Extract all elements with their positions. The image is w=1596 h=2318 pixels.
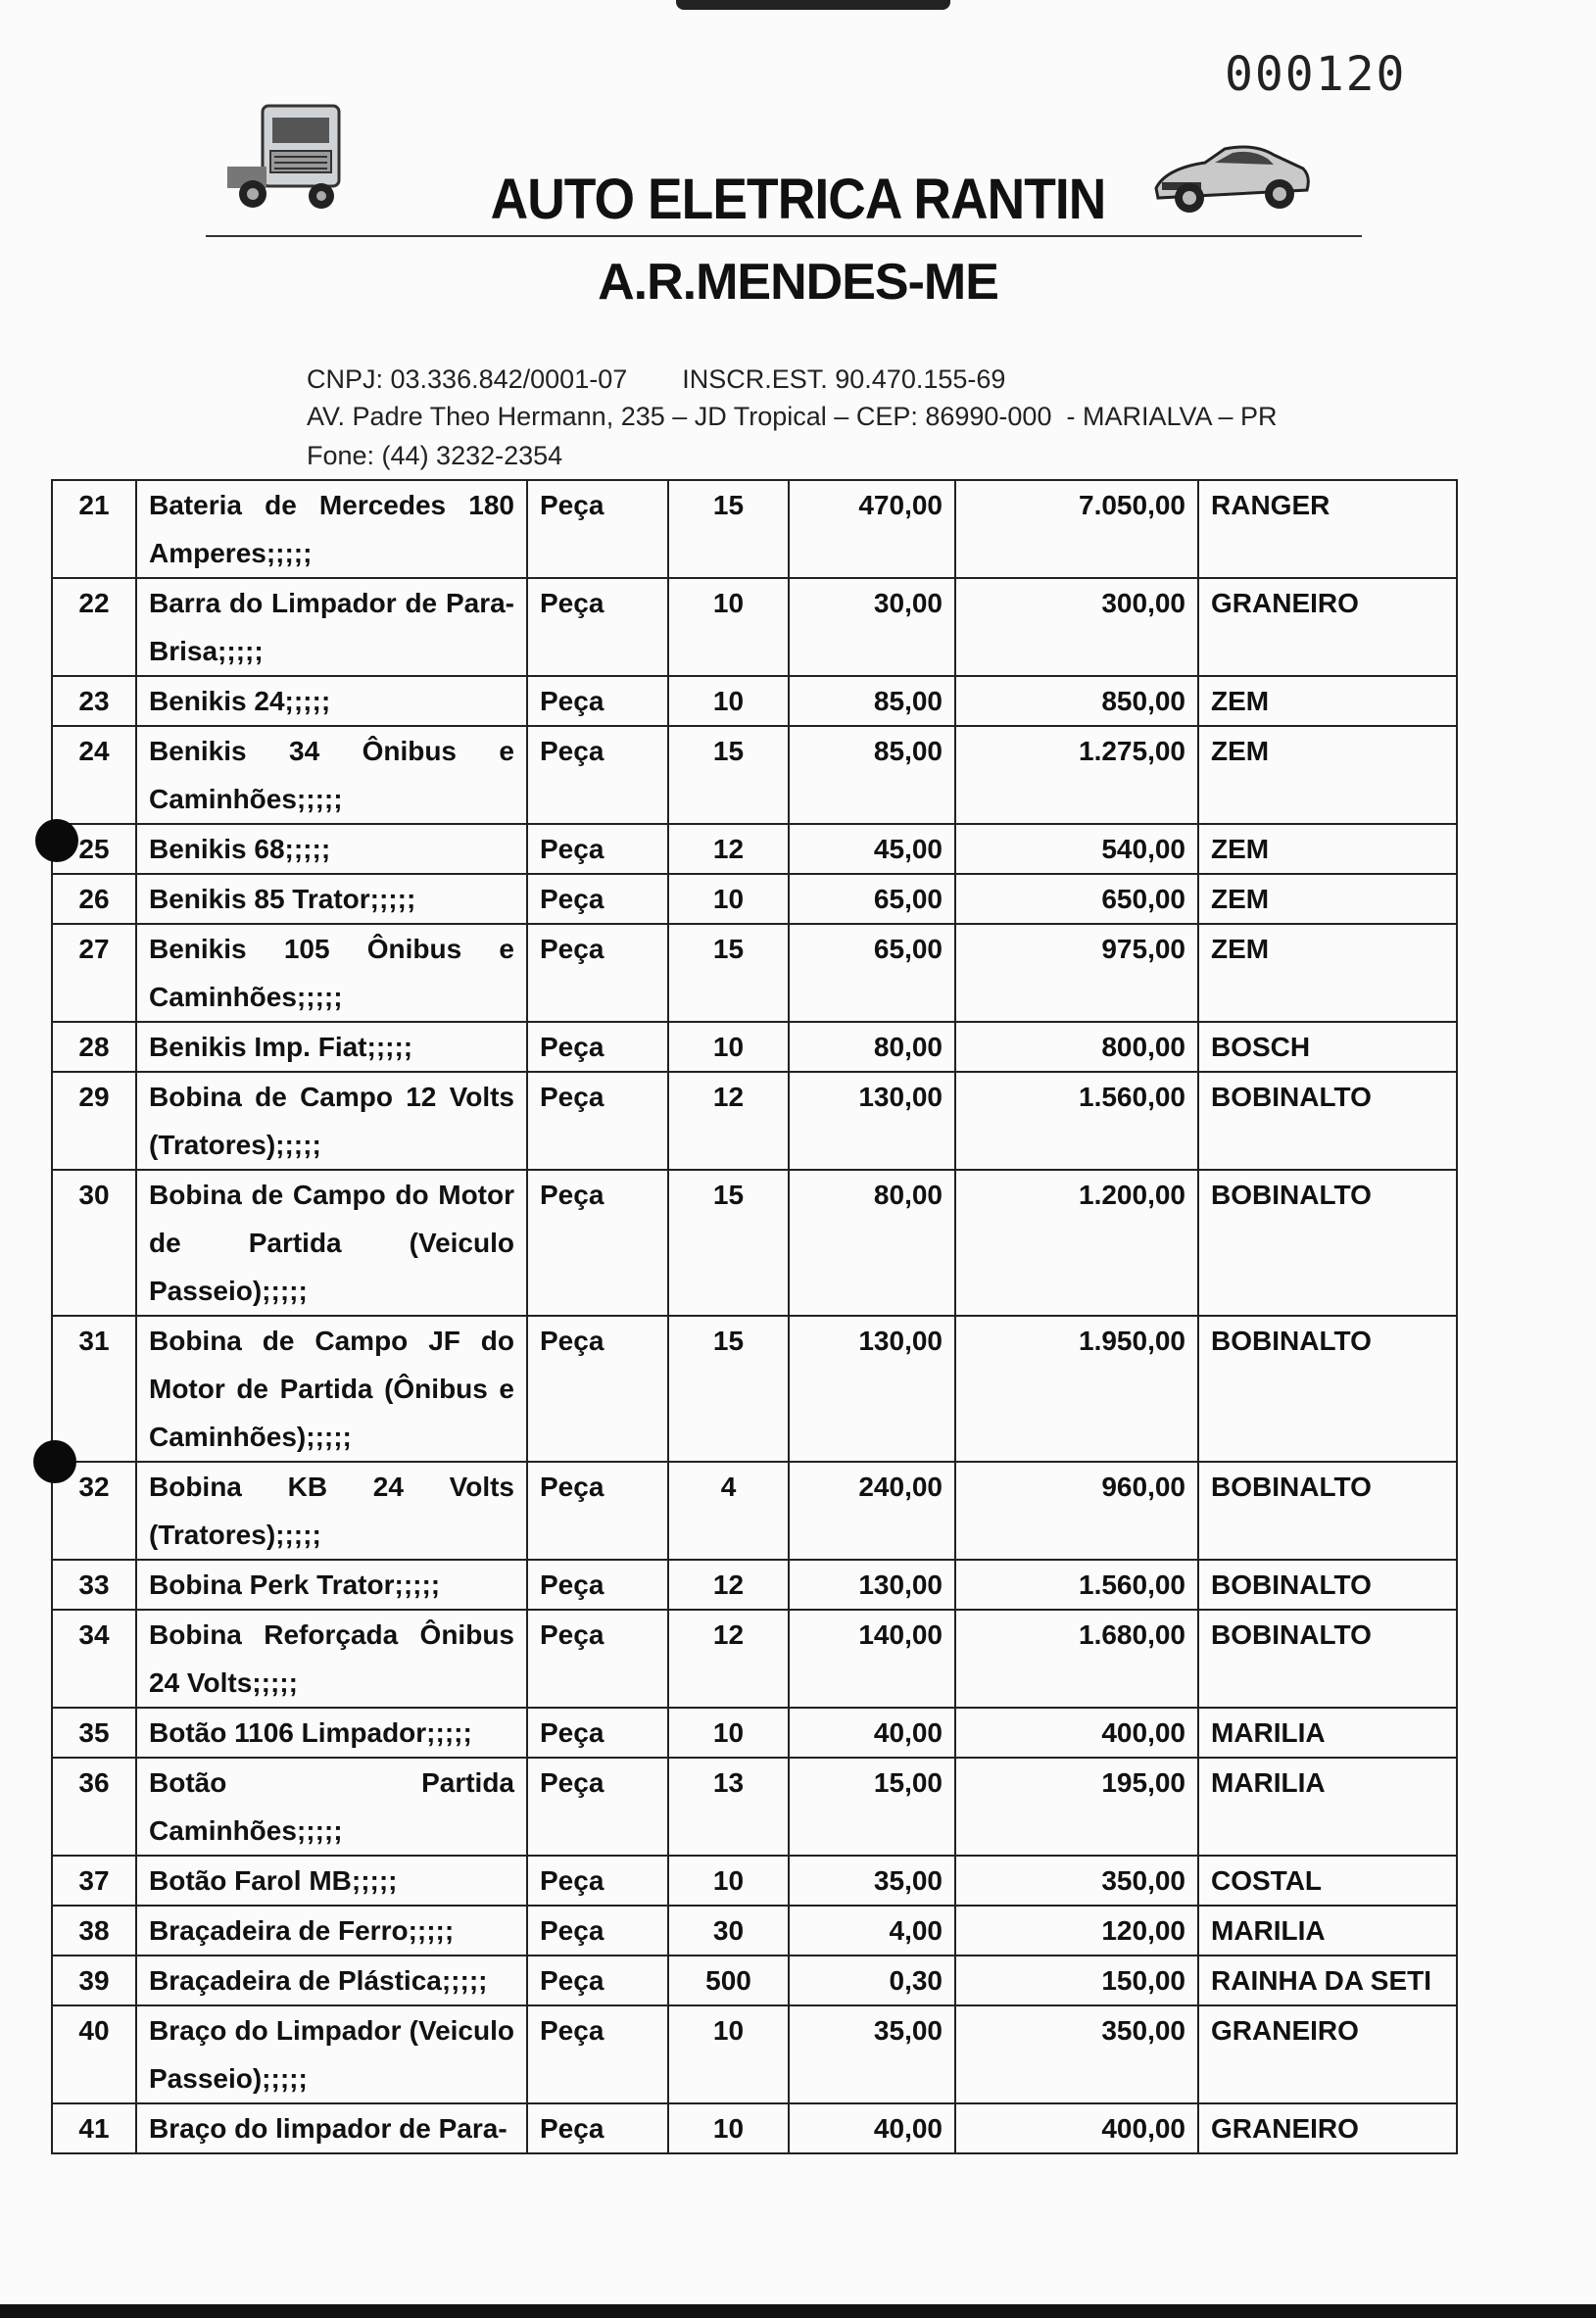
item-brand: BOBINALTO [1198,1316,1457,1462]
item-number: 32 [52,1462,136,1560]
item-unit: Peça [527,1708,668,1758]
item-description: Botão 1106 Limpador;;;;; [136,1708,527,1758]
table-row [52,874,1457,924]
item-quantity: 4 [668,1462,789,1560]
item-quantity: 10 [668,2103,789,2153]
item-unit: Peça [527,824,668,874]
item-brand: MARILIA [1198,1708,1457,1758]
punch-hole [33,1440,76,1483]
item-unit-price: 85,00 [789,726,955,824]
item-quantity: 10 [668,578,789,676]
item-total: 150,00 [955,1956,1198,2005]
item-brand: ZEM [1198,726,1457,824]
item-quantity: 15 [668,480,789,578]
item-description: Bobina de Campo 12 Volts (Tratores);;;;; [136,1072,527,1170]
table-row [52,1956,1457,2005]
item-brand: GRANEIRO [1198,2103,1457,2153]
item-unit-price: 130,00 [789,1560,955,1610]
item-brand: GRANEIRO [1198,578,1457,676]
item-brand: BOBINALTO [1198,1170,1457,1316]
table-row [52,726,1457,824]
item-unit: Peça [527,1856,668,1906]
item-quantity: 10 [668,1856,789,1906]
item-number: 30 [52,1170,136,1316]
item-total: 650,00 [955,874,1198,924]
item-total: 350,00 [955,2005,1198,2103]
table-row [52,1906,1457,1956]
table-row [52,1462,1457,1560]
table-row [52,1072,1457,1170]
table-row [52,824,1457,874]
item-quantity: 12 [668,1610,789,1708]
table-row [52,480,1457,578]
item-total: 540,00 [955,824,1198,874]
item-number: 31 [52,1316,136,1462]
table-row [52,1708,1457,1758]
page-number-stamp: 000120 [1225,47,1407,102]
item-total: 1.560,00 [955,1560,1198,1610]
item-number: 28 [52,1022,136,1072]
item-quantity: 15 [668,1170,789,1316]
item-brand: RAINHA DA SETI [1198,1956,1457,2005]
item-total: 800,00 [955,1022,1198,1072]
item-unit: Peça [527,578,668,676]
table-row [52,1316,1457,1462]
item-unit-price: 30,00 [789,578,955,676]
item-brand: ZEM [1198,874,1457,924]
item-description: Botão Partida Caminhões;;;;; [136,1758,527,1856]
item-description: Bobina de Campo do Motor de Partida (Veiculo Passeio);;;;; [136,1170,527,1316]
item-total: 1.275,00 [955,726,1198,824]
item-brand: RANGER [1198,480,1457,578]
item-brand: ZEM [1198,824,1457,874]
item-description: Bobina Reforçada Ônibus 24 Volts;;;;; [136,1610,527,1708]
item-total: 400,00 [955,1708,1198,1758]
item-description: Benikis 34 Ônibus e Caminhões;;;;; [136,726,527,824]
company-address: AV. Padre Theo Hermann, 235 – JD Tropical – CEP: 86990-000 - MARIALVA – PR [307,402,1278,431]
scan-bottom-edge [0,2304,1596,2318]
state-registration-text: INSCR.EST. 90.470.155-69 [682,364,1006,394]
company-phone: Fone: (44) 3232-2354 [307,441,563,470]
item-unit: Peça [527,1906,668,1956]
item-description: Benikis 24;;;;; [136,676,527,726]
item-unit: Peça [527,1316,668,1462]
header-divider [206,235,1362,237]
company-registration-line [307,364,1005,395]
item-total: 195,00 [955,1758,1198,1856]
item-unit-price: 40,00 [789,2103,955,2153]
item-number: 22 [52,578,136,676]
item-description: Bobina de Campo JF do Motor de Partida (Ônibus e Caminhões);;;;; [136,1316,527,1462]
item-unit: Peça [527,1956,668,2005]
item-number: 27 [52,924,136,1022]
item-unit-price: 45,00 [789,824,955,874]
cnpj-text: CNPJ: 03.336.842/0001-07 [307,364,628,394]
item-quantity: 12 [668,1560,789,1610]
item-unit-price: 130,00 [789,1072,955,1170]
item-description: Botão Farol MB;;;;; [136,1856,527,1906]
item-number: 39 [52,1956,136,2005]
table-row [52,1022,1457,1072]
item-number: 41 [52,2103,136,2153]
item-number: 36 [52,1758,136,1856]
table-row [52,1856,1457,1906]
item-unit: Peça [527,874,668,924]
item-description: Benikis 85 Trator;;;;; [136,874,527,924]
items-table [51,479,1458,2154]
item-quantity: 15 [668,924,789,1022]
item-quantity: 30 [668,1906,789,1956]
item-unit: Peça [527,1022,668,1072]
item-unit-price: 65,00 [789,874,955,924]
items-table-body [52,480,1457,2153]
item-quantity: 500 [668,1956,789,2005]
item-quantity: 15 [668,1316,789,1462]
item-unit: Peça [527,2103,668,2153]
item-quantity: 10 [668,1022,789,1072]
item-unit-price: 15,00 [789,1758,955,1856]
item-total: 975,00 [955,924,1198,1022]
item-brand: BOBINALTO [1198,1462,1457,1560]
item-quantity: 13 [668,1758,789,1856]
item-brand: BOBINALTO [1198,1072,1457,1170]
item-brand: ZEM [1198,676,1457,726]
item-description: Bobina KB 24 Volts (Tratores);;;;; [136,1462,527,1560]
item-total: 300,00 [955,578,1198,676]
item-unit-price: 130,00 [789,1316,955,1462]
table-row [52,1610,1457,1708]
item-description: Braço do Limpador (Veiculo Passeio);;;;; [136,2005,527,2103]
table-row [52,924,1457,1022]
item-number: 33 [52,1560,136,1610]
table-row [52,676,1457,726]
company-subname: A.R.MENDES-ME [598,254,998,311]
item-quantity: 10 [668,874,789,924]
item-brand: MARILIA [1198,1906,1457,1956]
item-number: 25 [52,824,136,874]
item-unit: Peça [527,1610,668,1708]
item-unit: Peça [527,924,668,1022]
item-total: 850,00 [955,676,1198,726]
item-unit: Peça [527,1560,668,1610]
punch-hole [35,819,78,862]
item-quantity: 12 [668,824,789,874]
item-description: Benikis 105 Ônibus e Caminhões;;;;; [136,924,527,1022]
table-row [52,1170,1457,1316]
item-number: 40 [52,2005,136,2103]
item-brand: GRANEIRO [1198,2005,1457,2103]
item-number: 34 [52,1610,136,1708]
item-description: Barra do Limpador de Para-Brisa;;;;; [136,578,527,676]
item-total: 960,00 [955,1462,1198,1560]
item-unit-price: 80,00 [789,1170,955,1316]
item-unit: Peça [527,1758,668,1856]
company-name: AUTO ELETRICA RANTIN [490,168,1106,231]
item-unit-price: 0,30 [789,1956,955,2005]
item-quantity: 10 [668,676,789,726]
item-description: Benikis 68;;;;; [136,824,527,874]
item-unit-price: 470,00 [789,480,955,578]
item-description: Bobina Perk Trator;;;;; [136,1560,527,1610]
item-unit: Peça [527,1462,668,1560]
item-quantity: 15 [668,726,789,824]
item-number: 35 [52,1708,136,1758]
item-number: 21 [52,480,136,578]
item-unit: Peça [527,480,668,578]
item-total: 400,00 [955,2103,1198,2153]
item-total: 350,00 [955,1856,1198,1906]
item-total: 1.680,00 [955,1610,1198,1708]
item-unit-price: 40,00 [789,1708,955,1758]
table-row [52,2103,1457,2153]
item-total: 1.200,00 [955,1170,1198,1316]
item-unit: Peça [527,676,668,726]
item-brand: MARILIA [1198,1758,1457,1856]
table-row [52,1560,1457,1610]
item-unit-price: 35,00 [789,1856,955,1906]
item-unit-price: 65,00 [789,924,955,1022]
item-brand: BOBINALTO [1198,1610,1457,1708]
item-unit-price: 240,00 [789,1462,955,1560]
item-description: Braçadeira de Ferro;;;;; [136,1906,527,1956]
item-brand: COSTAL [1198,1856,1457,1906]
item-unit: Peça [527,2005,668,2103]
scan-edge-mark [676,0,950,10]
item-number: 26 [52,874,136,924]
item-number: 24 [52,726,136,824]
item-brand: ZEM [1198,924,1457,1022]
item-number: 29 [52,1072,136,1170]
table-row [52,578,1457,676]
item-total: 120,00 [955,1906,1198,1956]
item-unit-price: 35,00 [789,2005,955,2103]
table-row [52,1758,1457,1856]
item-quantity: 10 [668,1708,789,1758]
item-description: Bateria de Mercedes 180 Amperes;;;;; [136,480,527,578]
item-number: 23 [52,676,136,726]
table-row [52,2005,1457,2103]
item-unit-price: 80,00 [789,1022,955,1072]
item-unit: Peça [527,726,668,824]
item-unit-price: 85,00 [789,676,955,726]
item-unit-price: 140,00 [789,1610,955,1708]
item-description: Braço do limpador de Para- [136,2103,527,2153]
item-unit: Peça [527,1170,668,1316]
item-unit-price: 4,00 [789,1906,955,1956]
item-quantity: 10 [668,2005,789,2103]
item-total: 7.050,00 [955,480,1198,578]
item-total: 1.950,00 [955,1316,1198,1462]
item-brand: BOSCH [1198,1022,1457,1072]
item-description: Benikis Imp. Fiat;;;;; [136,1022,527,1072]
item-description: Braçadeira de Plástica;;;;; [136,1956,527,2005]
item-quantity: 12 [668,1072,789,1170]
item-total: 1.560,00 [955,1072,1198,1170]
item-number: 37 [52,1856,136,1906]
item-number: 38 [52,1906,136,1956]
item-brand: BOBINALTO [1198,1560,1457,1610]
item-unit: Peça [527,1072,668,1170]
